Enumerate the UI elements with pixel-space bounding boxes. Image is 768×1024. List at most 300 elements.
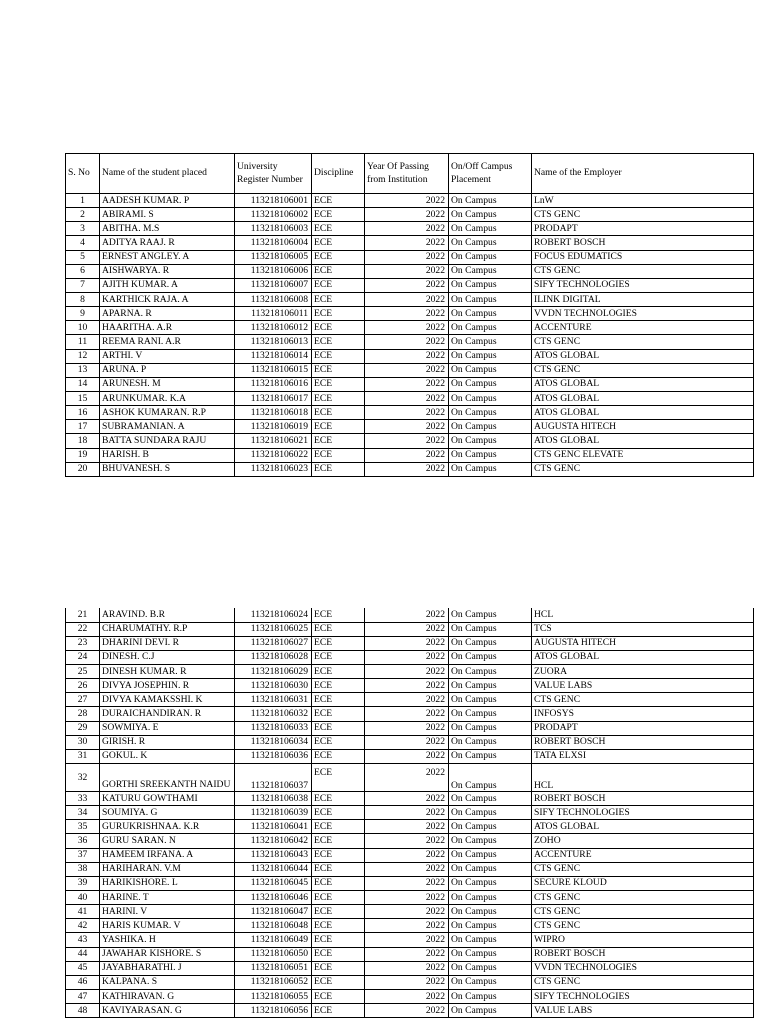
table-row bbox=[66, 608, 754, 622]
student-name-cell: REEMA RANI. A.R bbox=[100, 335, 235, 349]
employer-cell: ATOS GLOBAL bbox=[532, 434, 754, 448]
table-row bbox=[66, 707, 754, 721]
year-of-passing-cell: 2022 bbox=[365, 834, 449, 848]
year-of-passing-cell: 2022 bbox=[365, 891, 449, 905]
student-name-cell: ABITHA. M.S bbox=[100, 222, 235, 236]
employer-cell: ACCENTURE bbox=[532, 321, 754, 335]
discipline-cell: ECE bbox=[312, 905, 365, 919]
discipline-cell: ECE bbox=[312, 222, 365, 236]
register-number-cell: 113218106056 bbox=[235, 1004, 312, 1018]
serial-number-cell: 32 bbox=[66, 764, 100, 792]
serial-number-cell: 26 bbox=[66, 679, 100, 693]
student-name-cell: GURUKRISHNAA. K.R bbox=[100, 820, 235, 834]
serial-number-cell: 35 bbox=[66, 820, 100, 834]
discipline-cell: ECE bbox=[312, 862, 365, 876]
year-of-passing-cell: 2022 bbox=[365, 208, 449, 222]
register-number-cell: 113218106002 bbox=[235, 208, 312, 222]
table-row bbox=[66, 434, 754, 448]
student-name-cell: ERNEST ANGLEY. A bbox=[100, 250, 235, 264]
year-of-passing-cell: 2022 bbox=[365, 608, 449, 622]
serial-number-cell: 14 bbox=[66, 377, 100, 391]
table-row bbox=[66, 236, 754, 250]
student-name-cell: KALPANA. S bbox=[100, 975, 235, 989]
placement-table-page-2 bbox=[65, 608, 754, 1018]
year-of-passing-cell: 2022 bbox=[365, 307, 449, 321]
table-row bbox=[66, 321, 754, 335]
employer-cell: CTS GENC bbox=[532, 264, 754, 278]
employer-cell: ILINK DIGITAL bbox=[532, 292, 754, 306]
register-number-cell: 113218106016 bbox=[235, 377, 312, 391]
student-name-cell: HARINE. T bbox=[100, 891, 235, 905]
discipline-cell: ECE bbox=[312, 321, 365, 335]
serial-number-cell: 18 bbox=[66, 434, 100, 448]
register-number-cell: 113218106019 bbox=[235, 420, 312, 434]
student-name-cell: DHARINI DEVI. R bbox=[100, 636, 235, 650]
table-row bbox=[66, 735, 754, 749]
discipline-cell: ECE bbox=[312, 349, 365, 363]
register-number-cell: 113218106008 bbox=[235, 292, 312, 306]
year-of-passing-cell: 2022 bbox=[365, 665, 449, 679]
discipline-cell: ECE bbox=[312, 707, 365, 721]
discipline-cell: ECE bbox=[312, 933, 365, 947]
table-row bbox=[66, 806, 754, 820]
serial-number-cell: 24 bbox=[66, 650, 100, 664]
employer-cell: LnW bbox=[532, 194, 754, 208]
employer-cell: CTS GENC bbox=[532, 693, 754, 707]
year-of-passing-cell: 2022 bbox=[365, 321, 449, 335]
year-of-passing-cell: 2022 bbox=[365, 721, 449, 735]
placement-type-cell: On Campus bbox=[449, 933, 532, 947]
discipline-cell: ECE bbox=[312, 406, 365, 420]
serial-number-cell: 41 bbox=[66, 905, 100, 919]
employer-cell: ATOS GLOBAL bbox=[532, 650, 754, 664]
serial-number-cell: 30 bbox=[66, 735, 100, 749]
table-row bbox=[66, 665, 754, 679]
student-name-cell: ARUNKUMAR. K.A bbox=[100, 391, 235, 405]
register-number-cell: 113218106050 bbox=[235, 947, 312, 961]
placement-type-cell: On Campus bbox=[449, 806, 532, 820]
discipline-cell: ECE bbox=[312, 636, 365, 650]
employer-cell: INFOSYS bbox=[532, 707, 754, 721]
student-name-cell: APARNA. R bbox=[100, 307, 235, 321]
employer-cell: CTS GENC bbox=[532, 891, 754, 905]
serial-number-cell: 7 bbox=[66, 278, 100, 292]
table-row bbox=[66, 693, 754, 707]
year-of-passing-cell: 2022 bbox=[365, 420, 449, 434]
placement-type-cell: On Campus bbox=[449, 990, 532, 1004]
placement-type-cell: On Campus bbox=[449, 321, 532, 335]
serial-number-cell: 40 bbox=[66, 891, 100, 905]
serial-number-cell: 46 bbox=[66, 975, 100, 989]
register-number-cell: 113218106045 bbox=[235, 876, 312, 890]
serial-number-cell: 39 bbox=[66, 876, 100, 890]
placement-type-cell: On Campus bbox=[449, 820, 532, 834]
discipline-cell: ECE bbox=[312, 650, 365, 664]
placement-type-cell: On Campus bbox=[449, 406, 532, 420]
employer-cell: CTS GENC bbox=[532, 208, 754, 222]
placement-type-cell: On Campus bbox=[449, 848, 532, 862]
placement-type-cell: On Campus bbox=[449, 876, 532, 890]
year-of-passing-cell: 2022 bbox=[365, 905, 449, 919]
employer-cell: ROBERT BOSCH bbox=[532, 947, 754, 961]
year-of-passing-cell: 2022 bbox=[365, 933, 449, 947]
placement-type-cell: On Campus bbox=[449, 834, 532, 848]
employer-cell: ATOS GLOBAL bbox=[532, 820, 754, 834]
table-row bbox=[66, 278, 754, 292]
table-row bbox=[66, 292, 754, 306]
table-row bbox=[66, 764, 754, 792]
year-of-passing-cell: 2022 bbox=[365, 947, 449, 961]
register-number-cell: 113218106051 bbox=[235, 961, 312, 975]
register-number-cell: 113218106039 bbox=[235, 806, 312, 820]
year-of-passing-cell: 2022 bbox=[365, 636, 449, 650]
table-row bbox=[66, 1004, 754, 1018]
year-of-passing-cell: 2022 bbox=[365, 448, 449, 462]
employer-cell: ACCENTURE bbox=[532, 848, 754, 862]
discipline-cell: ECE bbox=[312, 891, 365, 905]
register-number-cell: 113218106043 bbox=[235, 848, 312, 862]
serial-number-cell: 17 bbox=[66, 420, 100, 434]
year-of-passing-cell: 2022 bbox=[365, 792, 449, 806]
year-of-passing-cell: 2022 bbox=[365, 735, 449, 749]
serial-number-cell: 2 bbox=[66, 208, 100, 222]
placement-type-cell: On Campus bbox=[449, 1004, 532, 1018]
year-of-passing-cell: 2022 bbox=[365, 764, 449, 792]
placement-type-cell: On Campus bbox=[449, 264, 532, 278]
table-row bbox=[66, 349, 754, 363]
table-row bbox=[66, 919, 754, 933]
table-row bbox=[66, 462, 754, 476]
header-sno: S. No bbox=[66, 154, 100, 194]
placement-type-cell: On Campus bbox=[449, 448, 532, 462]
placement-type-cell: On Campus bbox=[449, 919, 532, 933]
table-row bbox=[66, 848, 754, 862]
table-row bbox=[66, 862, 754, 876]
placement-type-cell: On Campus bbox=[449, 222, 532, 236]
header-year-of-passing: Year Of Passing from Institution bbox=[365, 154, 449, 194]
placement-type-cell: On Campus bbox=[449, 721, 532, 735]
employer-cell: HCL bbox=[532, 608, 754, 622]
serial-number-cell: 36 bbox=[66, 834, 100, 848]
student-name-cell: JAYABHARATHI. J bbox=[100, 961, 235, 975]
discipline-cell: ECE bbox=[312, 208, 365, 222]
student-name-cell: DINESH KUMAR. R bbox=[100, 665, 235, 679]
register-number-cell: 113218106024 bbox=[235, 608, 312, 622]
employer-cell: CTS GENC bbox=[532, 363, 754, 377]
employer-cell: ATOS GLOBAL bbox=[532, 349, 754, 363]
table-row bbox=[66, 834, 754, 848]
register-number-cell: 113218106052 bbox=[235, 975, 312, 989]
student-name-cell: ASHOK KUMARAN. R.P bbox=[100, 406, 235, 420]
student-name-cell: ARUNESH. M bbox=[100, 377, 235, 391]
year-of-passing-cell: 2022 bbox=[365, 194, 449, 208]
placement-type-cell: On Campus bbox=[449, 363, 532, 377]
year-of-passing-cell: 2022 bbox=[365, 961, 449, 975]
employer-cell: AUGUSTA HITECH bbox=[532, 636, 754, 650]
table-row bbox=[66, 891, 754, 905]
serial-number-cell: 19 bbox=[66, 448, 100, 462]
discipline-cell: ECE bbox=[312, 462, 365, 476]
serial-number-cell: 10 bbox=[66, 321, 100, 335]
year-of-passing-cell: 2022 bbox=[365, 919, 449, 933]
discipline-cell: ECE bbox=[312, 236, 365, 250]
discipline-cell: ECE bbox=[312, 749, 365, 763]
table-row bbox=[66, 406, 754, 420]
table-row bbox=[66, 363, 754, 377]
serial-number-cell: 5 bbox=[66, 250, 100, 264]
register-number-cell: 113218106046 bbox=[235, 891, 312, 905]
table-row bbox=[66, 650, 754, 664]
serial-number-cell: 4 bbox=[66, 236, 100, 250]
year-of-passing-cell: 2022 bbox=[365, 363, 449, 377]
placement-type-cell: On Campus bbox=[449, 462, 532, 476]
discipline-cell: ECE bbox=[312, 434, 365, 448]
employer-cell: CTS GENC ELEVATE bbox=[532, 448, 754, 462]
discipline-cell: ECE bbox=[312, 919, 365, 933]
employer-cell: CTS GENC bbox=[532, 335, 754, 349]
header-student-name: Name of the student placed bbox=[100, 154, 235, 194]
serial-number-cell: 21 bbox=[66, 608, 100, 622]
placement-type-cell: On Campus bbox=[449, 250, 532, 264]
year-of-passing-cell: 2022 bbox=[365, 377, 449, 391]
register-number-cell: 113218106025 bbox=[235, 622, 312, 636]
discipline-cell: ECE bbox=[312, 608, 365, 622]
student-name-cell: SUBRAMANIAN. A bbox=[100, 420, 235, 434]
year-of-passing-cell: 2022 bbox=[365, 862, 449, 876]
employer-cell: SECURE KLOUD bbox=[532, 876, 754, 890]
table-header-row bbox=[66, 154, 754, 194]
year-of-passing-cell: 2022 bbox=[365, 650, 449, 664]
year-of-passing-cell: 2022 bbox=[365, 391, 449, 405]
placement-type-cell: On Campus bbox=[449, 947, 532, 961]
student-name-cell: GORTHI SREEKANTH NAIDU bbox=[100, 764, 235, 792]
placement-type-cell: On Campus bbox=[449, 307, 532, 321]
employer-cell: SIFY TECHNOLOGIES bbox=[532, 278, 754, 292]
header-employer: Name of the Employer bbox=[532, 154, 754, 194]
serial-number-cell: 34 bbox=[66, 806, 100, 820]
placement-type-cell: On Campus bbox=[449, 679, 532, 693]
register-number-cell: 113218106001 bbox=[235, 194, 312, 208]
register-number-cell: 113218106022 bbox=[235, 448, 312, 462]
student-name-cell: HARINI. V bbox=[100, 905, 235, 919]
header-placement-type: On/Off Campus Placement bbox=[449, 154, 532, 194]
placement-type-cell: On Campus bbox=[449, 764, 532, 792]
employer-cell: VVDN TECHNOLOGIES bbox=[532, 961, 754, 975]
discipline-cell: ECE bbox=[312, 721, 365, 735]
register-number-cell: 113218106034 bbox=[235, 735, 312, 749]
student-name-cell: GOKUL. K bbox=[100, 749, 235, 763]
year-of-passing-cell: 2022 bbox=[365, 1004, 449, 1018]
register-number-cell: 113218106038 bbox=[235, 792, 312, 806]
register-number-cell: 113218106044 bbox=[235, 862, 312, 876]
placement-type-cell: On Campus bbox=[449, 975, 532, 989]
student-name-cell: ARUNA. P bbox=[100, 363, 235, 377]
discipline-cell: ECE bbox=[312, 377, 365, 391]
discipline-cell: ECE bbox=[312, 391, 365, 405]
table-row bbox=[66, 448, 754, 462]
year-of-passing-cell: 2022 bbox=[365, 820, 449, 834]
employer-cell: CTS GENC bbox=[532, 975, 754, 989]
employer-cell: SIFY TECHNOLOGIES bbox=[532, 806, 754, 820]
discipline-cell: ECE bbox=[312, 335, 365, 349]
year-of-passing-cell: 2022 bbox=[365, 278, 449, 292]
register-number-cell: 113218106028 bbox=[235, 650, 312, 664]
student-name-cell: YASHIKA. H bbox=[100, 933, 235, 947]
placement-type-cell: On Campus bbox=[449, 891, 532, 905]
placement-table-page-1 bbox=[65, 153, 754, 477]
table-row bbox=[66, 820, 754, 834]
table-row bbox=[66, 250, 754, 264]
placement-type-cell: On Campus bbox=[449, 434, 532, 448]
table-row bbox=[66, 721, 754, 735]
year-of-passing-cell: 2022 bbox=[365, 806, 449, 820]
serial-number-cell: 13 bbox=[66, 363, 100, 377]
table-row bbox=[66, 636, 754, 650]
serial-number-cell: 25 bbox=[66, 665, 100, 679]
register-number-cell: 113218106023 bbox=[235, 462, 312, 476]
discipline-cell: ECE bbox=[312, 679, 365, 693]
year-of-passing-cell: 2022 bbox=[365, 236, 449, 250]
placement-type-cell: On Campus bbox=[449, 665, 532, 679]
placement-type-cell: On Campus bbox=[449, 335, 532, 349]
employer-cell: TATA ELXSI bbox=[532, 749, 754, 763]
student-name-cell: HARIS KUMAR. V bbox=[100, 919, 235, 933]
employer-cell: HCL bbox=[532, 764, 754, 792]
table-row bbox=[66, 622, 754, 636]
student-name-cell: KARTHICK RAJA. A bbox=[100, 292, 235, 306]
table-row bbox=[66, 194, 754, 208]
placement-type-cell: On Campus bbox=[449, 608, 532, 622]
employer-cell: FOCUS EDUMATICS bbox=[532, 250, 754, 264]
employer-cell: ATOS GLOBAL bbox=[532, 391, 754, 405]
table-row bbox=[66, 208, 754, 222]
table-row bbox=[66, 335, 754, 349]
year-of-passing-cell: 2022 bbox=[365, 250, 449, 264]
serial-number-cell: 20 bbox=[66, 462, 100, 476]
table-body bbox=[66, 608, 754, 1018]
employer-cell: CTS GENC bbox=[532, 919, 754, 933]
discipline-cell: ECE bbox=[312, 990, 365, 1004]
placement-type-cell: On Campus bbox=[449, 194, 532, 208]
serial-number-cell: 27 bbox=[66, 693, 100, 707]
year-of-passing-cell: 2022 bbox=[365, 462, 449, 476]
discipline-cell: ECE bbox=[312, 194, 365, 208]
register-number-cell: 113218106029 bbox=[235, 665, 312, 679]
serial-number-cell: 37 bbox=[66, 848, 100, 862]
discipline-cell: ECE bbox=[312, 264, 365, 278]
employer-cell: ATOS GLOBAL bbox=[532, 406, 754, 420]
student-name-cell: HAARITHA. A.R bbox=[100, 321, 235, 335]
discipline-cell: ECE bbox=[312, 947, 365, 961]
serial-number-cell: 48 bbox=[66, 1004, 100, 1018]
register-number-cell: 113218106055 bbox=[235, 990, 312, 1004]
placement-type-cell: On Campus bbox=[449, 735, 532, 749]
discipline-cell: ECE bbox=[312, 876, 365, 890]
placement-type-cell: On Campus bbox=[449, 236, 532, 250]
register-number-cell: 113218106014 bbox=[235, 349, 312, 363]
table-row bbox=[66, 679, 754, 693]
student-name-cell: ARTHI. V bbox=[100, 349, 235, 363]
register-number-cell: 113218106006 bbox=[235, 264, 312, 278]
serial-number-cell: 8 bbox=[66, 292, 100, 306]
employer-cell: VALUE LABS bbox=[532, 679, 754, 693]
employer-cell: ZUORA bbox=[532, 665, 754, 679]
discipline-cell: ECE bbox=[312, 820, 365, 834]
student-name-cell: SOWMIYA. E bbox=[100, 721, 235, 735]
student-name-cell: ADITYA RAAJ. R bbox=[100, 236, 235, 250]
employer-cell: VVDN TECHNOLOGIES bbox=[532, 307, 754, 321]
placement-type-cell: On Campus bbox=[449, 650, 532, 664]
placement-type-cell: On Campus bbox=[449, 905, 532, 919]
employer-cell: ROBERT BOSCH bbox=[532, 236, 754, 250]
serial-number-cell: 6 bbox=[66, 264, 100, 278]
discipline-cell: ECE bbox=[312, 250, 365, 264]
placement-type-cell: On Campus bbox=[449, 377, 532, 391]
discipline-cell: ECE bbox=[312, 735, 365, 749]
register-number-cell: 113218106011 bbox=[235, 307, 312, 321]
register-number-cell: 113218106030 bbox=[235, 679, 312, 693]
student-name-cell: BATTA SUNDARA RAJU bbox=[100, 434, 235, 448]
register-number-cell: 113218106047 bbox=[235, 905, 312, 919]
discipline-cell: ECE bbox=[312, 975, 365, 989]
student-name-cell: GIRISH. R bbox=[100, 735, 235, 749]
year-of-passing-cell: 2022 bbox=[365, 749, 449, 763]
table-row bbox=[66, 420, 754, 434]
student-name-cell: AISHWARYA. R bbox=[100, 264, 235, 278]
discipline-cell: ECE bbox=[312, 420, 365, 434]
serial-number-cell: 31 bbox=[66, 749, 100, 763]
employer-cell: TCS bbox=[532, 622, 754, 636]
student-name-cell: HARIHARAN. V.M bbox=[100, 862, 235, 876]
serial-number-cell: 15 bbox=[66, 391, 100, 405]
register-number-cell: 113218106015 bbox=[235, 363, 312, 377]
discipline-cell: ECE bbox=[312, 1004, 365, 1018]
student-name-cell: SOUMIYA. G bbox=[100, 806, 235, 820]
employer-cell: PRODAPT bbox=[532, 721, 754, 735]
table-row bbox=[66, 947, 754, 961]
year-of-passing-cell: 2022 bbox=[365, 222, 449, 236]
table-row bbox=[66, 933, 754, 947]
discipline-cell: ECE bbox=[312, 693, 365, 707]
register-number-cell: 113218106003 bbox=[235, 222, 312, 236]
discipline-cell: ECE bbox=[312, 792, 365, 806]
discipline-cell: ECE bbox=[312, 363, 365, 377]
placement-type-cell: On Campus bbox=[449, 961, 532, 975]
discipline-cell: ECE bbox=[312, 307, 365, 321]
placement-type-cell: On Campus bbox=[449, 707, 532, 721]
register-number-cell: 113218106049 bbox=[235, 933, 312, 947]
employer-cell: SIFY TECHNOLOGIES bbox=[532, 990, 754, 1004]
table-row bbox=[66, 876, 754, 890]
placement-type-cell: On Campus bbox=[449, 391, 532, 405]
student-name-cell: HARISH. B bbox=[100, 448, 235, 462]
year-of-passing-cell: 2022 bbox=[365, 990, 449, 1004]
serial-number-cell: 44 bbox=[66, 947, 100, 961]
student-name-cell: GURU SARAN. N bbox=[100, 834, 235, 848]
placement-type-cell: On Campus bbox=[449, 862, 532, 876]
placement-type-cell: On Campus bbox=[449, 693, 532, 707]
register-number-cell: 113218106017 bbox=[235, 391, 312, 405]
serial-number-cell: 16 bbox=[66, 406, 100, 420]
student-name-cell: DIVYA KAMAKSSHI. K bbox=[100, 693, 235, 707]
year-of-passing-cell: 2022 bbox=[365, 264, 449, 278]
year-of-passing-cell: 2022 bbox=[365, 693, 449, 707]
placement-type-cell: On Campus bbox=[449, 278, 532, 292]
employer-cell: ZOHO bbox=[532, 834, 754, 848]
register-number-cell: 113218106013 bbox=[235, 335, 312, 349]
serial-number-cell: 43 bbox=[66, 933, 100, 947]
serial-number-cell: 47 bbox=[66, 990, 100, 1004]
